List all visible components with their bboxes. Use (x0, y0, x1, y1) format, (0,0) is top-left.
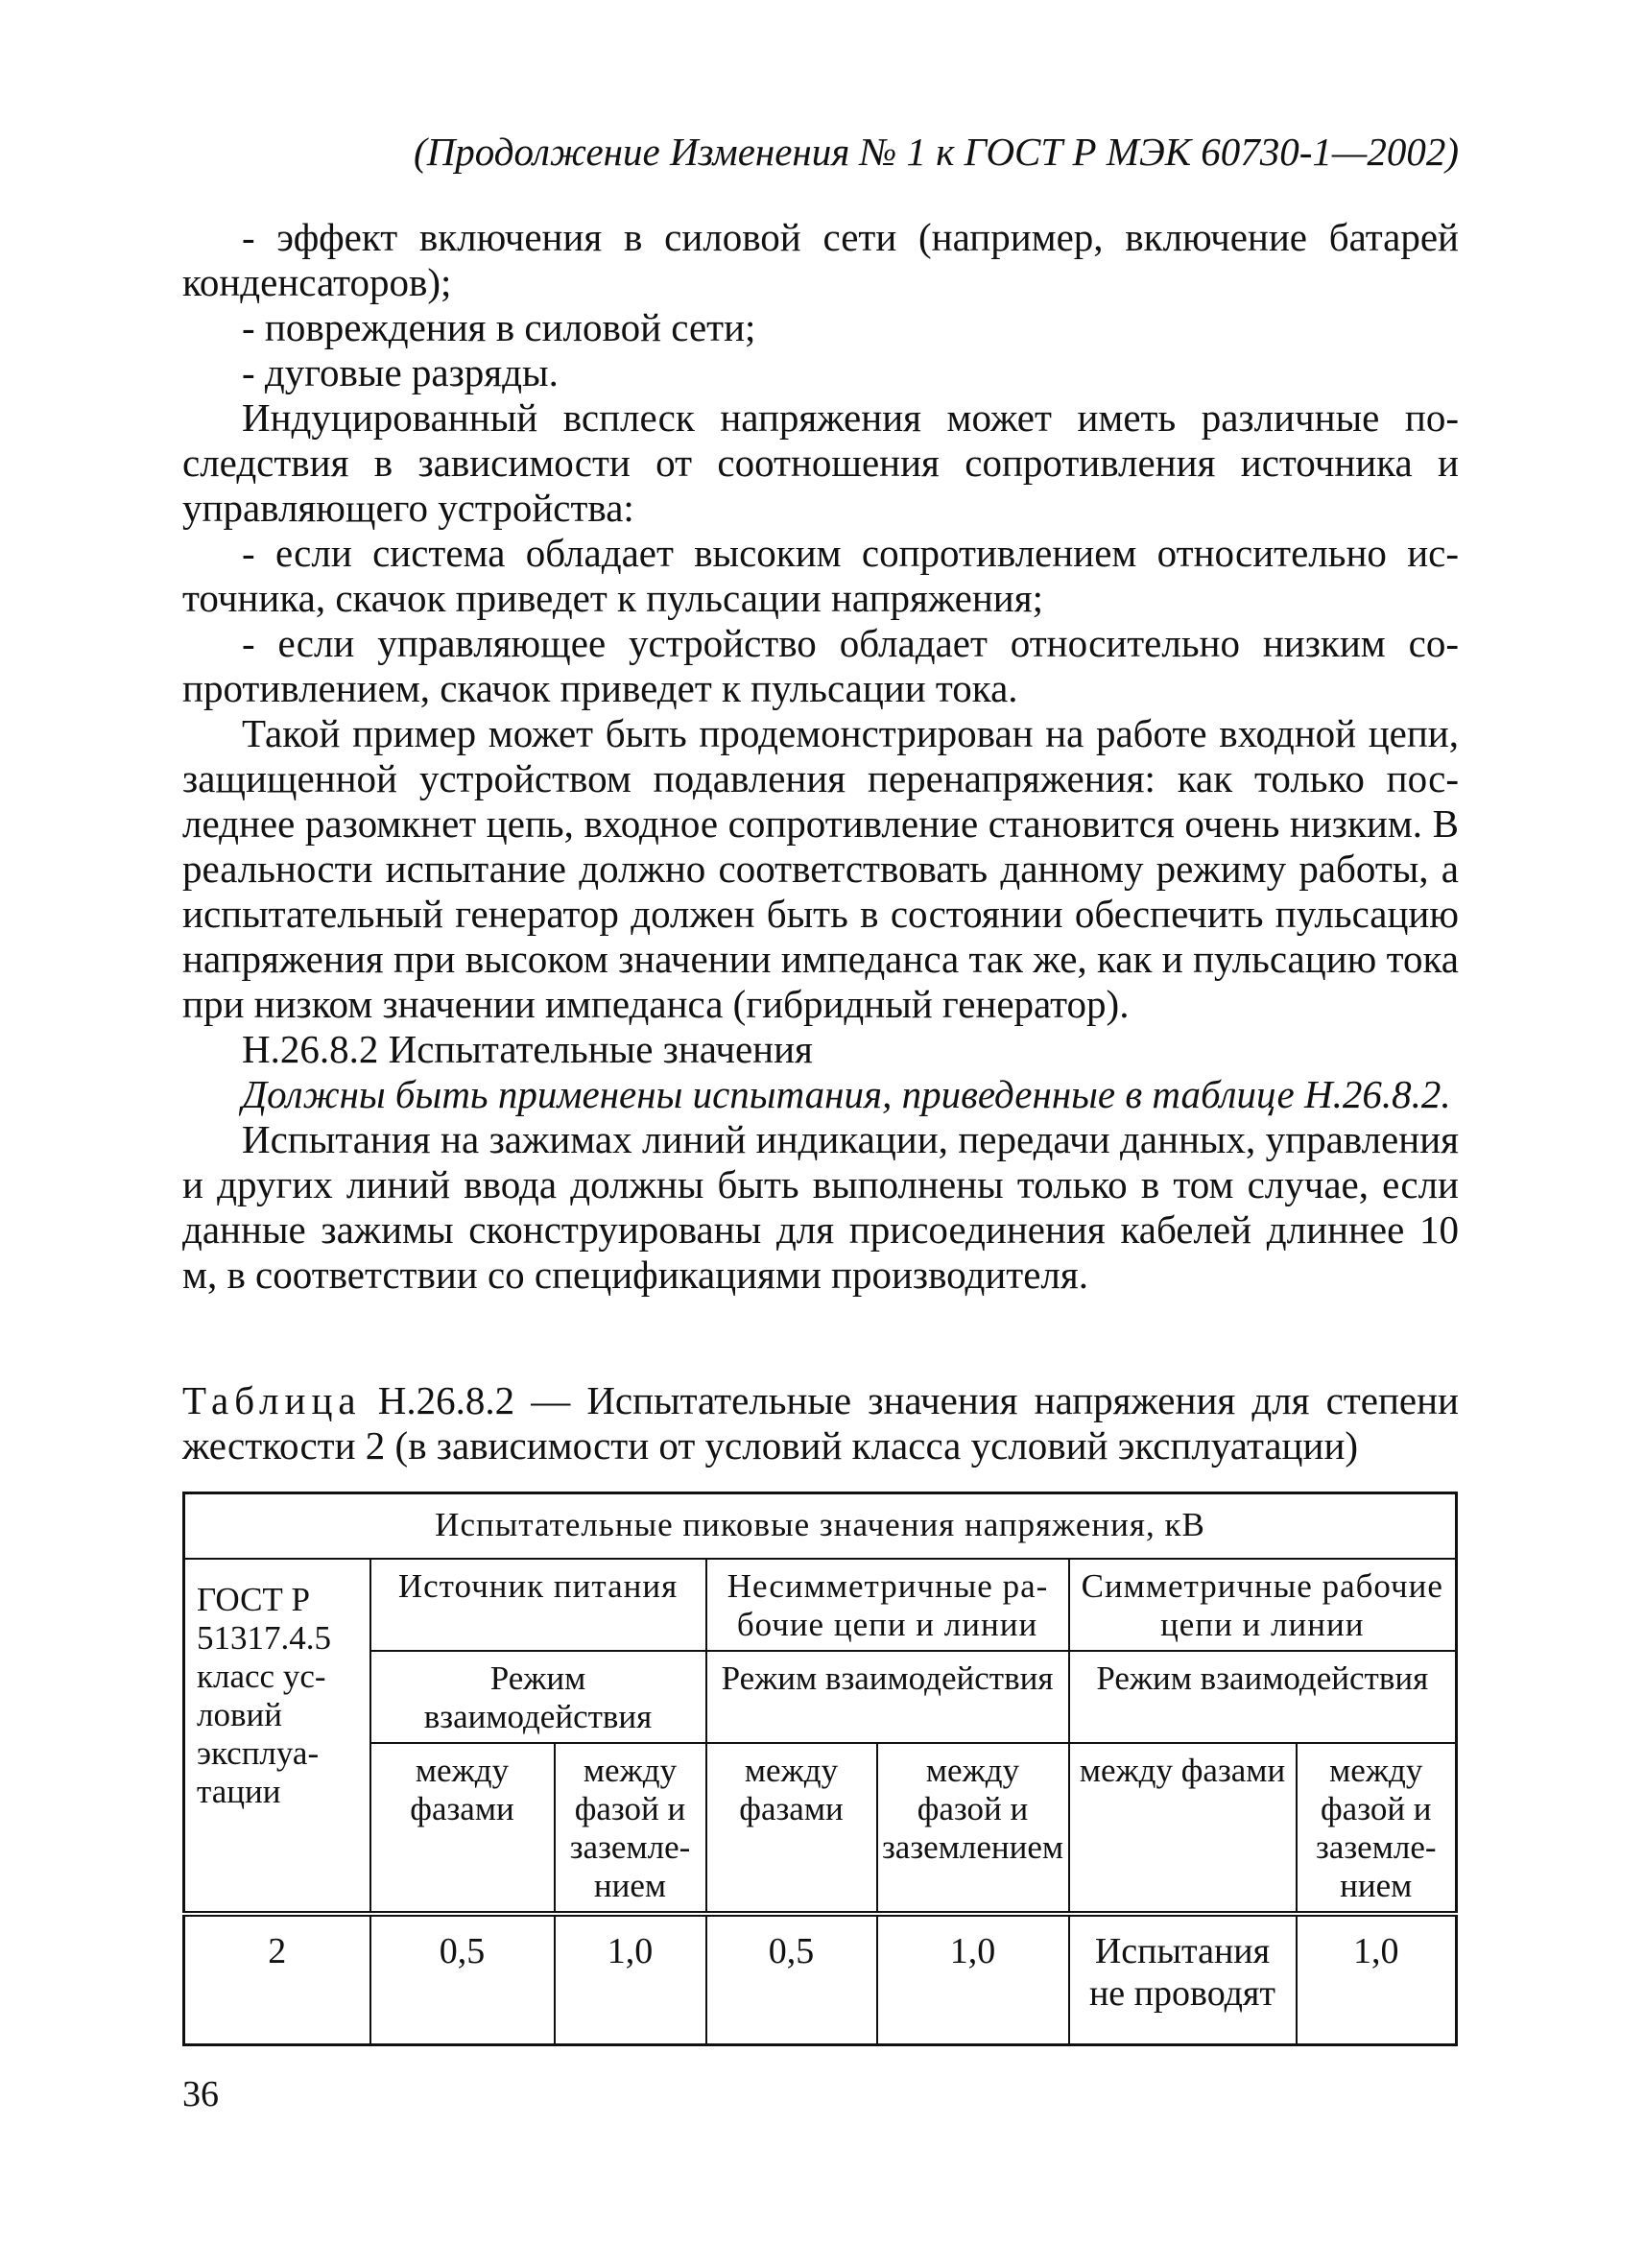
paragraph: - дуговые разряды. (242, 350, 559, 394)
table-cell: Испытания не проводят (1069, 1914, 1297, 2045)
body-text (182, 215, 1459, 1298)
sub-header-between-phases: между фазами (370, 1743, 555, 1914)
table-cell: 1,0 (1297, 1914, 1457, 2045)
sub-header-between-phases: между фазами (1069, 1743, 1297, 1914)
sub-header-phase-ground: между фазой и заземлением (1297, 1743, 1457, 1914)
italic-paragraph: Должны быть применены испытания, приведенные в таблице Н.26.8.2. (242, 1072, 1451, 1116)
group-header-power: Источник питания (370, 1559, 706, 1651)
paragraph: Такой пример может быть продемонстрирован на работе входной цепи, защищенной устройством подавления перенапряжения: как только последнее разомкнет цепь, входное сопротивление становится очень низким. В реальности испытание должно соответствовать данному режиму работы, а испытательный генератор должен быть в состоянии обеспечить пульсацию напряжения при высоком значении импеданса так же, как и пульсацию тока при низком значении импеданса (гибридный генератор). (182, 711, 1459, 1026)
table-header-row (184, 1651, 1457, 1743)
table-top-header: Испытательные пиковые значения напряжения, кВ (184, 1493, 1457, 1560)
table-cell: 0,5 (370, 1914, 555, 2045)
table-header-row (184, 1743, 1457, 1914)
paragraph: Индуцированный всплеск напряжения может иметь различные последствия в зависимости от соотношения сопротивления источника и управляющего устройства: (182, 395, 1459, 530)
group-header-unbalanced: Несимметричные рабочие цепи и линии (706, 1559, 1069, 1651)
mode-header: Режим взаимодействия (370, 1651, 706, 1743)
table-caption-label: Таблица (182, 1378, 362, 1422)
sub-header-phase-ground: между фазой и заземлением (877, 1743, 1069, 1914)
section-heading: Н.26.8.2 Испытательные значения (242, 1027, 813, 1071)
table-cell-class: 2 (184, 1914, 370, 2045)
table-caption-text: Н.26.8.2 — Испытательные значения напряжения для степени жесткости 2 (в зависимости от условий класса условий эксплуатации) (182, 1378, 1459, 1468)
sub-header-phase-ground: между фазой и заземлением (555, 1743, 706, 1914)
page-number: 36 (182, 2074, 219, 2114)
paragraph: - если управляющее устройство обладает относительно низким сопротивлением, скачок приведет к пульсации тока. (182, 621, 1459, 710)
table-header-row (184, 1559, 1457, 1651)
paragraph: Испытания на зажимах линий индикации, передачи данных, управления и других линий ввода должны быть выполнены только в том случае, если данные зажимы сконструированы для присоединения кабелей длиннее 10 м, в соответствии со спецификациями производителя. (182, 1117, 1459, 1297)
table-cell: 0,5 (706, 1914, 877, 2045)
table-caption (182, 1378, 1459, 1468)
table-cell: 1,0 (555, 1914, 706, 2045)
mode-header: Режим взаимодействия (706, 1651, 1069, 1743)
voltage-table (182, 1492, 1458, 2046)
table-row (184, 1914, 1457, 2045)
table-container (182, 1492, 1455, 2046)
paragraph: - если система обладает высоким сопротивлением относительно источника, скачок приведет к пульсации напряжения; (182, 531, 1459, 620)
mode-header: Режим взаимодействия (1069, 1651, 1457, 1743)
table-header-row (184, 1493, 1457, 1560)
table-cell: 1,0 (877, 1914, 1069, 2045)
paragraph: - повреждения в силовой сети; (242, 305, 756, 349)
group-header-balanced: Симметричные рабочие цепи и линии (1069, 1559, 1457, 1651)
paragraph: - эффект включения в силовой сети (например, включение батарей конденсаторов); (182, 215, 1459, 304)
sub-header-between-phases: между фазами (706, 1743, 877, 1914)
gost-class-header: ГОСТ Р 51317.4.5 класс условий эксплуатации (184, 1559, 370, 1914)
running-header: (Продолжение Изменения № 1 к ГОСТ Р МЭК 60730-1—2002) (414, 130, 1459, 174)
